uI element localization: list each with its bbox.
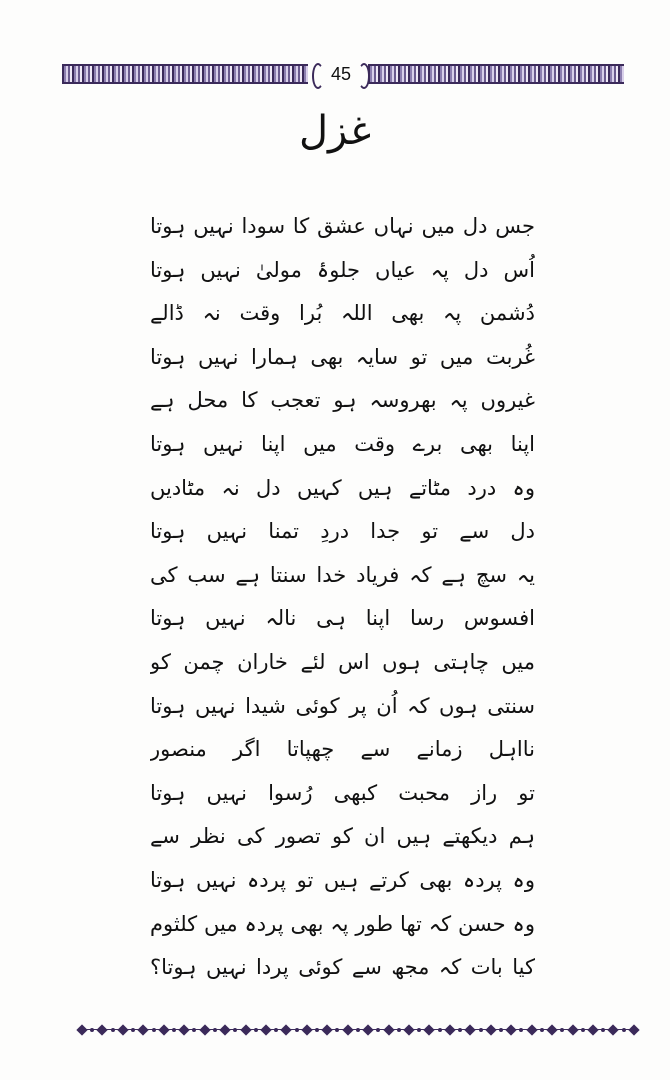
poem-line: دُشمن پہ بھی اللہ بُرا وقت نہ ڈالے	[150, 301, 535, 326]
poem-line: غُربت میں تو سایہ بھی ہمارا نہیں ہوتا	[150, 344, 535, 369]
footer-diamond	[342, 1024, 353, 1035]
footer-diamond	[138, 1024, 149, 1035]
footer-dot	[581, 1028, 585, 1032]
poem-line: افسوس رسا اپنا ہی نالہ نہیں ہوتا	[150, 606, 535, 631]
poem-line: وہ حسن کہ تھا طور پہ بھی پردہ میں کلثوم	[150, 911, 535, 936]
footer-diamond	[587, 1024, 598, 1035]
footer-dot	[397, 1028, 401, 1032]
footer-diamond	[526, 1024, 537, 1035]
header-ornament-left	[62, 64, 308, 84]
poem-line: تو راز محبت کبھی رُسوا نہیں ہوتا	[150, 780, 535, 805]
footer-diamond	[608, 1024, 619, 1035]
poem-line: ہم دیکھتے ہیں ان کو تصور کی نظر سے	[150, 824, 535, 849]
header-ornament	[62, 60, 624, 88]
footer-dot	[479, 1028, 483, 1032]
footer-dot	[417, 1028, 421, 1032]
footer-diamond	[219, 1024, 230, 1035]
footer-dot	[376, 1028, 380, 1032]
footer-diamond	[424, 1024, 435, 1035]
footer-diamond	[546, 1024, 557, 1035]
footer-dot	[458, 1028, 462, 1032]
footer-dot	[335, 1028, 339, 1032]
footer-diamond	[199, 1024, 210, 1035]
footer-diamond	[240, 1024, 251, 1035]
footer-diamond	[117, 1024, 128, 1035]
footer-diamond	[281, 1024, 292, 1035]
footer-diamond	[76, 1024, 87, 1035]
poem-line: میں چاہتی ہوں اس لئے خاران چمن کو	[150, 649, 535, 674]
footer-dot	[111, 1028, 115, 1032]
footer-dot	[274, 1028, 278, 1032]
footer-dot	[295, 1028, 299, 1032]
header-ornament-right	[368, 64, 624, 84]
footer-dot	[192, 1028, 196, 1032]
footer-dot	[233, 1028, 237, 1032]
footer-dot	[622, 1028, 626, 1032]
footer-diamond	[383, 1024, 394, 1035]
footer-diamond	[567, 1024, 578, 1035]
footer-diamond	[97, 1024, 108, 1035]
footer-dot	[499, 1028, 503, 1032]
poem-line: غیروں پہ بھروسہ ہو تعجب کا محل ہے	[150, 388, 535, 413]
footer-diamond-chain	[78, 1022, 638, 1038]
poem-line: یہ سچ ہے کہ فریاد خدا سنتا ہے سب کی	[150, 562, 535, 587]
footer-dot	[213, 1028, 217, 1032]
footer-ornament	[78, 1022, 638, 1038]
footer-dot	[540, 1028, 544, 1032]
footer-dot	[356, 1028, 360, 1032]
poem-line: وہ پردہ بھی کرتے ہیں تو پردہ نہیں ہوتا	[150, 867, 535, 892]
footer-dot	[254, 1028, 258, 1032]
footer-dot	[519, 1028, 523, 1032]
footer-dot	[315, 1028, 319, 1032]
poem	[150, 205, 535, 990]
poem-line: نااہل زمانے سے چھپاتا اگر منصور	[150, 737, 535, 762]
poem-line: دل سے تو جدا دردِ تمنا نہیں ہوتا	[150, 519, 535, 544]
footer-dot	[90, 1028, 94, 1032]
page-number: 45	[330, 63, 352, 84]
poem-line: کیا بات کہ مجھ سے کوئی پردا نہیں ہوتا؟	[150, 955, 535, 980]
page-number-frame	[312, 60, 370, 88]
page-title: غزل	[298, 108, 372, 154]
footer-dot	[560, 1028, 564, 1032]
footer-diamond	[506, 1024, 517, 1035]
footer-diamond	[362, 1024, 373, 1035]
footer-dot	[601, 1028, 605, 1032]
poem-line: اُس دل پہ عیاں جلوۂ مولیٰ نہیں ہوتا	[150, 257, 535, 282]
footer-diamond	[444, 1024, 455, 1035]
footer-diamond	[301, 1024, 312, 1035]
poem-line: وہ درد مٹاتے ہیں کہیں دل نہ مٹادیں	[150, 475, 535, 500]
footer-diamond	[403, 1024, 414, 1035]
poem-line: سنتی ہوں کہ اُن پر کوئی شیدا نہیں ہوتا	[150, 693, 535, 718]
footer-dot	[131, 1028, 135, 1032]
footer-diamond	[260, 1024, 271, 1035]
poem-line: جس دل میں نہاں عشق کا سودا نہیں ہوتا	[150, 214, 535, 238]
footer-diamond	[465, 1024, 476, 1035]
footer-diamond	[158, 1024, 169, 1035]
footer-diamond	[628, 1024, 639, 1035]
footer-dot	[152, 1028, 156, 1032]
footer-diamond	[485, 1024, 496, 1035]
poem-line: اپنا بھی برے وقت میں اپنا نہیں ہوتا	[150, 431, 535, 456]
footer-diamond	[179, 1024, 190, 1035]
footer-diamond	[322, 1024, 333, 1035]
footer-dot	[438, 1028, 442, 1032]
footer-dot	[172, 1028, 176, 1032]
